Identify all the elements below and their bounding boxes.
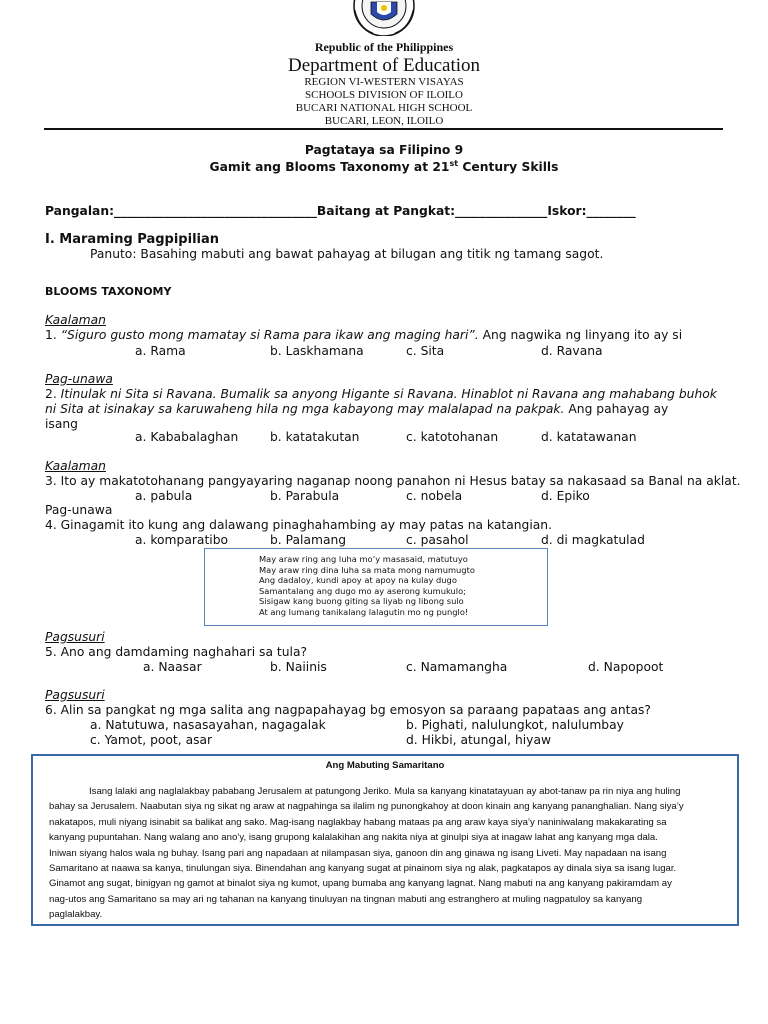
q2-text-line3: isang xyxy=(45,417,78,431)
story-title: Ang Mabuting Samaritano xyxy=(325,760,445,771)
q5-option-d[interactable]: d. Napopoot xyxy=(588,660,664,674)
republic-line: Republic of the Philippines xyxy=(314,40,454,54)
q2-option-b[interactable]: b. katatakutan xyxy=(270,430,360,444)
poem-line: May araw ring ang luha mo’y masasaid, matutuyo xyxy=(259,554,468,564)
q1-category: Kaalaman xyxy=(45,313,106,327)
q1-text: 1. “Siguro gusto mong mamatay si Rama para ikaw ang maging hari”. Ang nagwika ng linyang ito ay si xyxy=(45,328,683,342)
q6-option-d[interactable]: d. Hikbi, atungal, hiyaw xyxy=(406,733,552,747)
poem-line: At ang lumang tanikalang lalagutin mo ng punglo! xyxy=(259,606,469,617)
q3-option-a[interactable]: a. pabula xyxy=(135,489,193,503)
q2-category: Pag-unawa xyxy=(45,372,113,386)
poem-line: Sisigaw kang buong giting sa liyab ng libong sulo xyxy=(259,596,464,607)
story-line: bahay sa Jerusalem. Naabutan siya ng sikat ng araw at nagpahinga sa ilalim ng punongkahoy at doon kinain ang kanyang pananghalian. Nang siya’y xyxy=(49,801,684,813)
story-box xyxy=(31,754,739,926)
q5-category: Pagsusuri xyxy=(45,630,105,644)
deped-seal-logo xyxy=(349,0,419,36)
story-line: nakatapos, muli niyang isinabit sa balikat ang sako. Mag-isang naglakbay habang mataas pa ang araw kaya siya’y naniniwalang makakarating sa xyxy=(49,816,667,828)
story-line: Iniwan siyang halos wala ng buhay. Isang pari ang napadaan at nilampasan siya, ganoon din ang ginawa ng isang Liveti. May napadaan na isang xyxy=(49,847,667,859)
q3-option-b[interactable]: b. Parabula xyxy=(270,489,340,503)
q3-option-c[interactable]: c. nobela xyxy=(406,489,463,503)
taxonomy-heading: BLOOMS TAXONOMY xyxy=(45,285,172,298)
q4-option-c[interactable]: c. pasahol xyxy=(406,533,469,547)
q2-text-line1: 2. Itinulak ni Sita si Ravana. Bumalik sa anyong Higante si Ravana. Hinablot ni Ravana ang mahabang buhok xyxy=(45,387,717,401)
q6-option-c[interactable]: c. Yamot, poot, asar xyxy=(90,733,213,747)
story-line: nag-utos ang Samaritano sa may ari ng tahanan na kanyang tinuluyan na tingnan mabuti ang estranghero at muling nagpatuloy sa kanyang xyxy=(49,893,643,905)
school-line: BUCARI NATIONAL HIGH SCHOOL xyxy=(295,102,473,114)
test-title: Pagtataya sa Filipino 9 xyxy=(304,143,464,157)
region-line: REGION VI-WESTERN VISAYAS xyxy=(304,76,464,88)
poem-line: May araw ring dina luha sa mata mong namumugto xyxy=(259,564,475,575)
q4-text: 4. Ginagamit ito kung ang dalawang pinaghahambing ay may patas na katangian. xyxy=(45,518,552,532)
story-line: paglalakbay. xyxy=(49,909,103,921)
instructions: Panuto: Basahing mabuti ang bawat pahayag at bilugan ang titik ng tamang sagot. xyxy=(90,247,604,261)
q5-text: 5. Ano ang damdaming naghahari sa tula? xyxy=(45,645,308,659)
q3-category: Kaalaman xyxy=(45,459,106,473)
story-line: Isang lalaki ang naglalakbay pababang Jerusalem at patungong Jeriko. Mula sa kanyang kinatatayuan ay abot-tanaw pa rin niya ang huling xyxy=(89,786,681,797)
story-body xyxy=(49,784,729,923)
test-subtitle: Gamit ang Blooms Taxonomy at 21st Century Skills xyxy=(209,159,559,175)
poem-line: Ang dadaloy, kundi apoy at apoy na kulay dugo xyxy=(259,575,457,586)
q1-option-b[interactable]: b. Laskhamana xyxy=(270,344,364,358)
q6-option-a[interactable]: a. Natutuwa, nasasayahan, nagagalak xyxy=(90,718,326,732)
q1-option-a[interactable]: a. Rama xyxy=(135,344,186,358)
q2-option-a[interactable]: a. Kababalaghan xyxy=(135,430,239,444)
q5-option-c[interactable]: c. Namamangha xyxy=(406,660,508,674)
q3-text: 3. Ito ay makatotohanang pangyayaring naganap noong panahon ni Hesus batay sa nakasaad sa Banal na aklat. xyxy=(45,474,741,488)
section-heading: I. Maraming Pagpipilian xyxy=(45,232,220,247)
story-line: Ginamot ang sugat, binigyan ng gamot at binalot siya ng kumot, upang bumaba ang kanyang lagnat. Nang mabuti na ang kanyang pakiramdam ay xyxy=(49,878,672,890)
q1-option-d[interactable]: d. Ravana xyxy=(541,344,603,358)
story-line: Samaritano at naawa sa kanya, tinulungan siya. Binendahan ang kanyang sugat at pinainom siya ng alak, pagkatapos ay dinala siya sa isang lugar. xyxy=(49,863,677,875)
address-line: BUCARI, LEON, ILOILO xyxy=(324,115,444,127)
header-divider xyxy=(44,128,723,130)
q5-option-b[interactable]: b. Naiinis xyxy=(270,660,327,674)
department-line: Department of Education xyxy=(287,55,481,76)
student-info-line xyxy=(45,204,636,218)
division-line: SCHOOLS DIVISION OF ILOILO xyxy=(305,89,463,101)
q2-option-d[interactable]: d. katatawanan xyxy=(541,430,637,444)
q2-option-c[interactable]: c. katotohanan xyxy=(406,430,499,444)
q6-category: Pagsusuri xyxy=(45,688,105,702)
baitang-field[interactable]: Baitang at Pangkat:_______________ xyxy=(316,204,548,218)
q6-option-b[interactable]: b. Pighati, nalulungkot, nalulumbay xyxy=(406,718,624,732)
q4-option-d[interactable]: d. di magkatulad xyxy=(541,533,645,547)
story-line: kanyang pupuntahan. Nang walang ano ano’y, isang grupong kalalakihan ang nakita niya at ginulpi siya at inagaw lahat ang kanyang mga dala. xyxy=(49,832,658,844)
q5-option-a[interactable]: a. Naasar xyxy=(143,660,202,674)
q4-category: Pag-unawa xyxy=(45,503,113,517)
q4-option-b[interactable]: b. Palamang xyxy=(270,533,347,547)
poem-line: Samantalang ang dugo mo ay aserong kumukulo; xyxy=(259,585,466,596)
q4-option-a[interactable]: a. komparatibo xyxy=(135,533,229,547)
poem-box xyxy=(204,548,548,626)
q2-text-line2: ni Sita at isinakay sa karuwaheng hila ng mga kabayong may malalapad na pakpak. Ang pahayag ay xyxy=(45,402,669,416)
iskor-field[interactable]: Iskor:________ xyxy=(547,204,636,218)
pangalan-field[interactable]: Pangalan:_________________________________ xyxy=(45,204,317,218)
q1-option-c[interactable]: c. Sita xyxy=(406,344,445,358)
q6-text: 6. Alin sa pangkat ng mga salita ang nagpapahayag bg emosyon sa paraang papataas ang antas? xyxy=(45,703,651,717)
q3-option-d[interactable]: d. Epiko xyxy=(541,489,590,503)
